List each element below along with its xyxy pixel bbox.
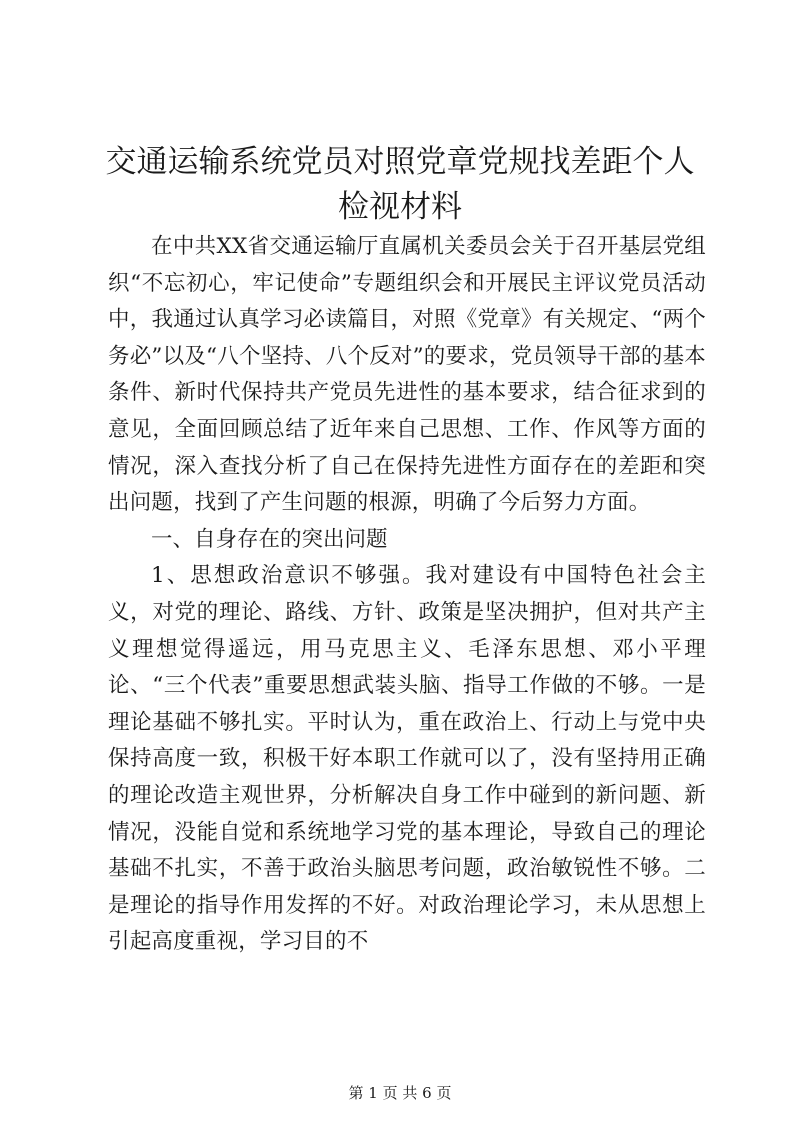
document-body	[108, 229, 706, 961]
page-footer: 第 1 页 共 6 页	[348, 1084, 452, 1102]
intro-paragraph: 在中共XX省交通运输厅直属机关委员会关于召开基层党组织“不忘初心，牢记使命”专题组织会和开展民主评议党员活动中，我通过认真学习必读篇目，对照《党章》有关规定、“两个务必”以及“八个坚持、八个反对”的要求，党员领导干部的基本条件、新时代保持共产党员先进性的基本要求，结合征求到的意见，全面回顾总结了近年来自己思想、工作、作风等方面的情况，深入查找分析了自己在保持先进性方面存在的差距和突出问题，找到了产生问题的根源，明确了今后努力方面。	[108, 234, 706, 516]
body-paragraph: 1、思想政治意识不够强。我对建设有中国特色社会主义，对党的理论、路线、方针、政策是坚决拥护，但对共产主义理想觉得遥远，用马克思主义、毛泽东思想、邓小平理论、“三个代表”重要思想武装头脑、指导工作做的不够。一是理论基础不够扎实。平时认为，重在政治上、行动上与党中央保持高度一致，积极干好本职工作就可以了，没有坚持用正确的理论改造主观世界，分析解决自身工作中碰到的新问题、新情况，没能自觉和系统地学习党的基本理论，导致自己的理论基础不扎实，不善于政治头脑思考问题，政治敏锐性不够。二是理论的指导作用发挥的不好。对政治理论学习，未从思想上引起高度重视，学习目的不	[108, 563, 706, 955]
page-title: 交通运输系统党员对照党章党规找差距个人检视材料	[105, 144, 695, 225]
section-heading: 一、自身存在的突出问题	[151, 526, 388, 552]
